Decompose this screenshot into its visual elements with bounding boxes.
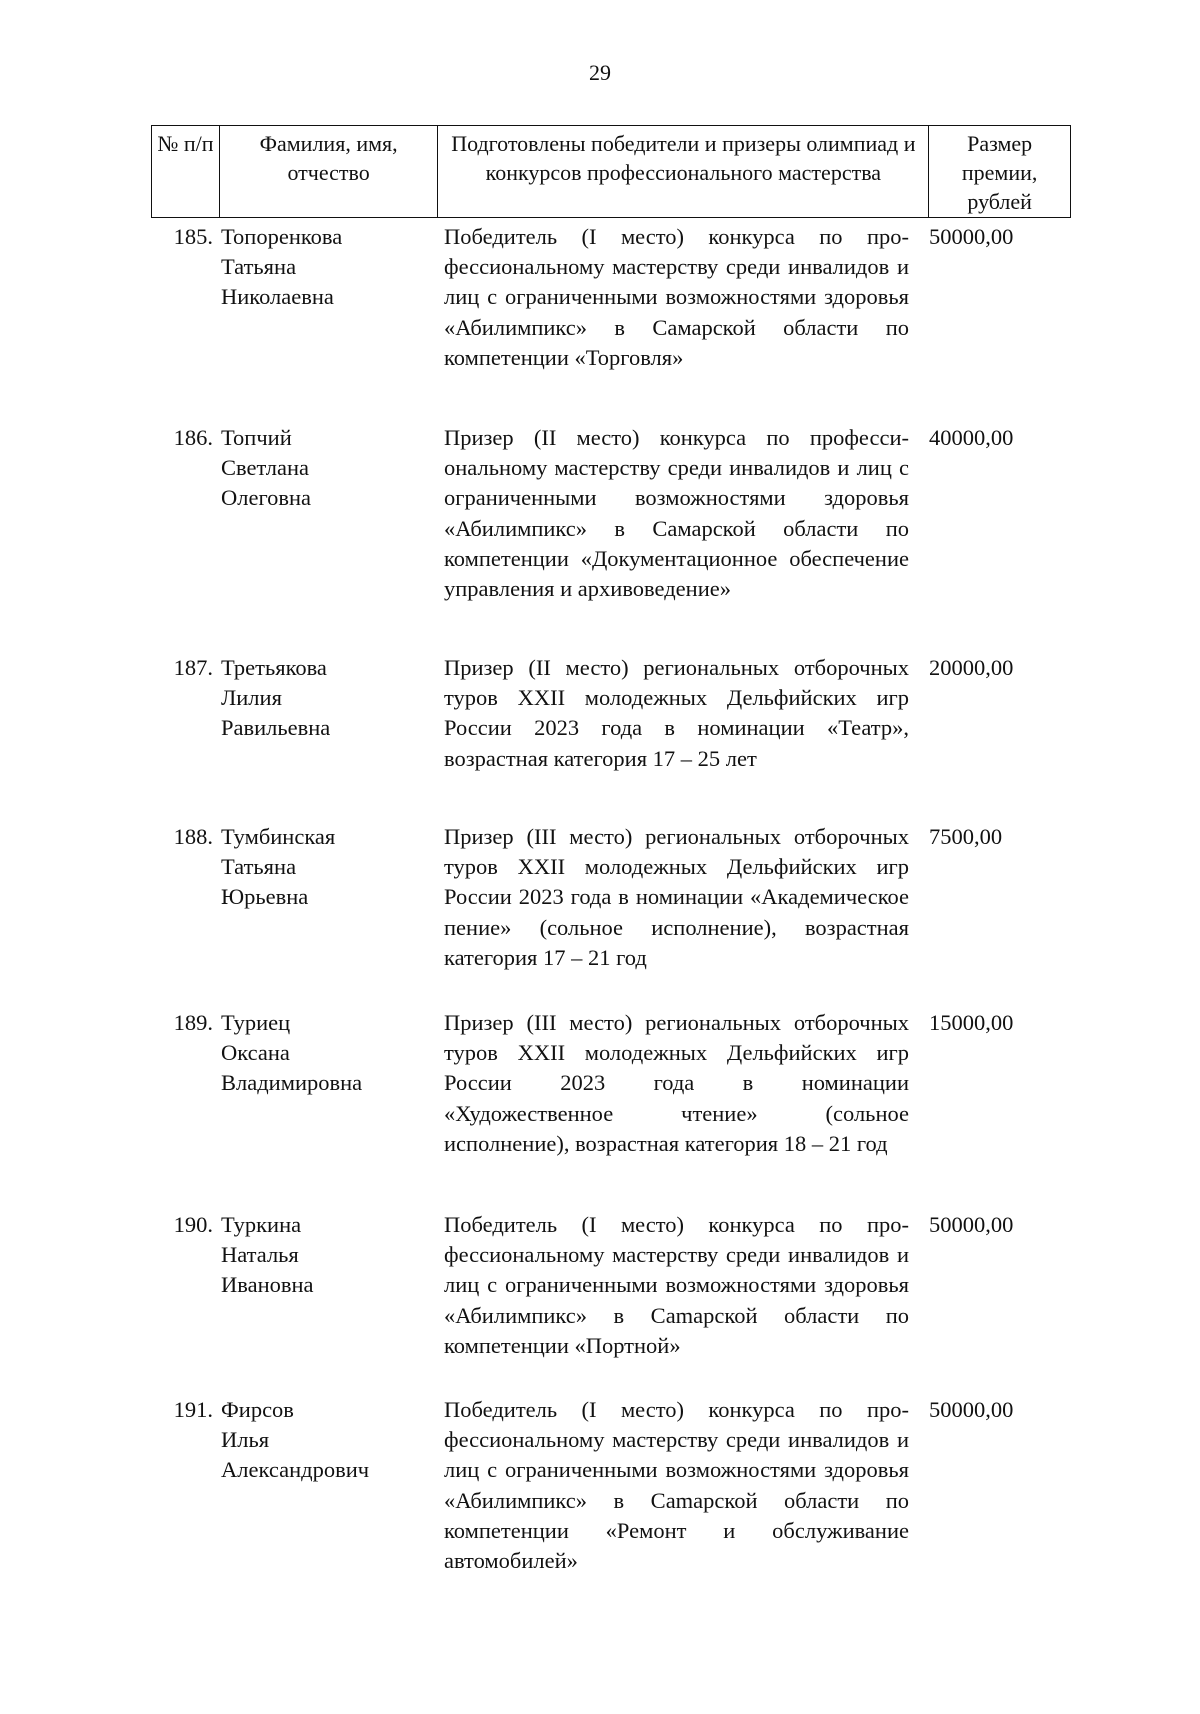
first-name: Оксана: [221, 1040, 290, 1066]
surname: Третьякова: [221, 655, 327, 680]
patronymic: Равильевна: [221, 715, 331, 741]
table-header: [151, 125, 1071, 218]
row-number: 189.: [173, 1010, 213, 1035]
patronymic: Олеговна: [221, 485, 312, 511]
row-number: 185.: [173, 224, 213, 249]
surname: Топоренкова: [221, 224, 343, 249]
header-award-amount: Размер премии, рублей: [961, 131, 1038, 214]
first-name: Лилия: [221, 685, 282, 711]
page-number: 29: [589, 60, 611, 85]
table-row: [151, 1210, 1071, 1395]
patronymic: Николаевна: [221, 284, 334, 310]
first-name: Илья: [221, 1427, 270, 1453]
person-name: [219, 423, 438, 653]
achievement-description: Победитель (I место) конкурса по профессиональному мастерству среди инвалидов и лиц с ограниченными возможностями здоровья «Абилимпикс» в Самарской области по компетенции «Торговля»: [444, 224, 909, 370]
table-row: [151, 822, 1071, 1008]
person-name: [219, 1008, 438, 1210]
patronymic: Александрович: [221, 1457, 370, 1483]
patronymic: Юрьевна: [221, 884, 309, 910]
table-row: [151, 1008, 1071, 1210]
person-name: [219, 822, 438, 1008]
person-name: [219, 1210, 438, 1395]
row-number: 191.: [173, 1397, 213, 1422]
person-name: [219, 653, 438, 822]
row-number: 187.: [173, 655, 213, 680]
surname: Фирсов: [221, 1397, 294, 1422]
patronymic: Ивановна: [221, 1272, 314, 1298]
row-number: 188.: [173, 824, 213, 849]
patronymic: Владимировна: [221, 1070, 363, 1096]
header-full-name: Фамилия, имя, отчество: [220, 126, 439, 217]
table-row: [151, 1395, 1071, 1595]
table-row: [151, 653, 1071, 822]
first-name: Светлана: [221, 455, 310, 481]
achievement-description: Призер (III место) региональных отборочных туров XXII молодежных Дельфийских игр России 2023 года в номинации «Художественное чтение» (сольное исполнение), возрастная категория 18 – 21 год: [444, 1010, 909, 1156]
award-amount: 50000,00: [929, 224, 1014, 249]
first-name: Татьяна: [221, 854, 297, 880]
header-number: № п/п: [152, 126, 220, 217]
header-achievements: Подготовлены победители и призеры олимпиад и конкурсов профессионального мастерства: [438, 126, 929, 217]
award-amount: 50000,00: [929, 1397, 1014, 1422]
award-amount: 40000,00: [929, 425, 1014, 450]
surname: Туриец: [221, 1010, 291, 1035]
surname: Туркина: [221, 1212, 302, 1237]
award-amount: 7500,00: [929, 824, 1003, 849]
achievement-description: Призер (III место) региональных отборочных туров XXII молодежных Дельфийских игр России 2023 года в номинации «Академическое пение» (сольное исполнение), возрастная категория 17 – 21 год: [444, 824, 909, 970]
achievement-description: Призер (II место) региональных отборочных туров XXII молодежных Дельфийских игр России 2023 года в номинации «Театр», возрастная категория 17 – 25 лет: [444, 655, 909, 771]
award-amount: 20000,00: [929, 655, 1014, 680]
surname: Топчий: [221, 425, 292, 450]
surname: Тумбинская: [221, 824, 336, 849]
award-amount: 15000,00: [929, 1010, 1014, 1035]
row-number: 186.: [173, 425, 213, 450]
award-amount: 50000,00: [929, 1212, 1014, 1237]
achievement-description: Призер (II место) конкурса по профессиональному мастерству среди инвалидов и лиц с ограниченными возможностями здоровья «Абилимпикс» в Самарской области по компетенции «Документационное обеспечение управления и архивоведение»: [444, 425, 909, 602]
row-number: 190.: [173, 1212, 213, 1237]
person-name: [219, 1395, 438, 1595]
table-row: [151, 423, 1071, 653]
person-name: [219, 222, 438, 423]
table-body: [151, 222, 1071, 1595]
first-name: Наталья: [221, 1242, 299, 1268]
achievement-description: Победитель (I место) конкурса по профессиональному мастерству среди инвалидов и лиц с ограниченными возможностями здоровья «Абилимпикс» в Саmарской области по компетенции «Портной»: [444, 1212, 909, 1358]
first-name: Татьяна: [221, 254, 297, 280]
achievement-description: Победитель (I место) конкурса по профессиональному мастерству среди инвалидов и лиц с ограниченными возможностями здоровья «Абилимпикс» в Саmарской области по компетенции «Ремонт и обслуживание автомобилей»: [444, 1397, 909, 1574]
table-row: [151, 222, 1071, 423]
